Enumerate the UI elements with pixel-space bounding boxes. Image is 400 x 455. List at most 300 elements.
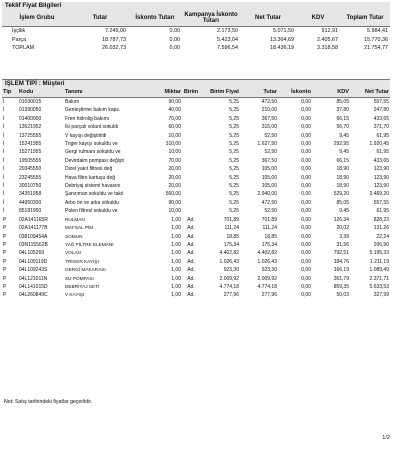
offer-cell: 18.436,19 (270, 45, 294, 52)
operation-row (2, 98, 390, 107)
header-cell: Kodu (18, 88, 64, 98)
operation-cell: 04L109119D (19, 258, 48, 265)
operation-row (2, 283, 390, 291)
operation-cell: 0,00 (301, 199, 311, 206)
operation-cell: 371,70 (373, 124, 389, 131)
operation-cell: 10,00 (168, 208, 181, 215)
operation-cell: 1.627,50 (257, 141, 277, 148)
operation-cell: Genleştirme bakım kaps. (65, 107, 121, 114)
operation-cell: 18,85 (264, 233, 277, 240)
operation-cell: İ (3, 191, 5, 198)
operation-cell: P (3, 258, 7, 265)
header-cell: İskonto (278, 88, 312, 98)
operation-cell: 472,50 (261, 199, 277, 206)
operation-cell: 61,95 (376, 208, 389, 215)
offer-cell: 5.423,04 (217, 36, 238, 43)
operation-row (2, 165, 390, 173)
operation-cell: 20,00 (168, 174, 181, 181)
operation-cell: GERGİ MAKARASI (65, 267, 106, 273)
operation-cell: 0,00 (301, 183, 311, 190)
operation-cell: P (3, 216, 7, 223)
operation-cell: 367,50 (261, 157, 277, 164)
operation-cell: 5,25 (229, 157, 239, 164)
operation-cell: 105,00 (261, 174, 277, 181)
operation-cell: Devirdaim pompası değişti (65, 157, 124, 164)
operation-cell: 5,25 (229, 99, 239, 105)
operation-cell: 5,25 (229, 208, 239, 215)
operation-cell: 15271955 (19, 149, 42, 156)
operation-cell: 31,56 (336, 241, 349, 248)
operation-cell: Ad. (187, 216, 195, 223)
operation-cell: 111,24 (262, 225, 277, 232)
operation-cell: 105,00 (261, 166, 277, 173)
operation-cell: SU POMPASI (65, 275, 94, 281)
operation-cell: 0,00 (301, 191, 311, 198)
operation-row (2, 275, 390, 283)
operation-cell: İ (3, 208, 5, 215)
operation-cell: 13621952 (19, 124, 42, 131)
operation-cell: 111,24 (224, 225, 239, 232)
header-cell: Tutar (240, 88, 278, 98)
offer-summary-table (2, 10, 390, 53)
operation-row (2, 115, 390, 123)
operation-cell: 277,96 (261, 292, 277, 299)
operation-cell: 20,00 (168, 166, 181, 173)
operation-cell: 02A141165R (19, 216, 48, 223)
operation-row (2, 190, 390, 198)
operation-cell: 557,55 (373, 199, 389, 206)
operation-cell (182, 148, 200, 156)
offer-cell: 7.596,54 (217, 45, 238, 52)
offer-cell: 15.770,36 (364, 36, 388, 43)
operation-cell: Polen filtresi sokuldu ve (65, 208, 118, 215)
offer-row (2, 36, 390, 45)
operation-cell (182, 207, 200, 215)
operation-row (2, 157, 390, 165)
operation-cell: Hava filtre kartuşu değ (65, 174, 116, 181)
operation-cell: Ad. (187, 241, 195, 248)
operation-cell: Bakım (65, 99, 80, 105)
operation-cell: 923,30 (223, 267, 239, 274)
offer-cell: 7.245,00 (105, 28, 126, 34)
operation-cell: 166,19 (333, 267, 349, 274)
operation-cell: 85,05 (336, 99, 349, 105)
operation-row (2, 216, 390, 224)
operation-cell: 04L260849C (19, 292, 48, 299)
offer-cell: 13.364,69 (270, 36, 294, 43)
operation-cell (182, 174, 200, 182)
operation-cell: Dizel yakıt filtresi değ (65, 166, 113, 173)
operation-cell: P (3, 283, 7, 290)
operation-cell: 5,25 (229, 107, 239, 114)
operation-cell: 123,90 (373, 174, 389, 181)
operation-cell: Fren hidrolig bakımı (65, 115, 110, 122)
operation-cell: 923,30 (261, 267, 277, 274)
operation-cell: 1,00 (171, 267, 181, 274)
header-cell: Net Tutar (240, 10, 296, 27)
operation-cell: 1,00 (171, 216, 181, 223)
offer-cell: 0,00 (169, 45, 180, 52)
offer-row (2, 44, 390, 53)
operation-cell: Debriyaj sistemi havasını (65, 183, 121, 190)
operation-cell: 40,00 (168, 107, 181, 114)
operation-cell: 22,24 (376, 233, 389, 240)
operation-cell (182, 106, 200, 114)
offer-cell: 5.984,41 (367, 28, 388, 34)
operation-cell: 0,00 (301, 166, 311, 173)
offer-cell: İşçilik (12, 28, 26, 34)
header-cell: Tip (2, 88, 18, 98)
header-cell: KDV (312, 88, 350, 98)
operation-cell: TRİGER KAYIŞI (65, 258, 99, 264)
operation-cell: 9,45 (339, 132, 349, 139)
operation-cell: 0,00 (301, 258, 311, 265)
operation-cell: 4.774,18 (257, 283, 277, 290)
operation-cell: 0,00 (301, 233, 311, 240)
operation-cell: 0,00 (301, 141, 311, 148)
operation-cell: Ad. (187, 225, 195, 232)
operation-cell: 61,95 (376, 132, 389, 139)
header-cell: Net Tutar (350, 88, 390, 98)
operation-cell: 1,00 (171, 233, 181, 240)
operation-cell: 1,00 (171, 225, 181, 232)
operation-cell: 56,70 (336, 124, 349, 131)
header-cell: Toplam Tutar (340, 10, 390, 27)
operation-cell: 70,00 (168, 115, 181, 122)
operation-cell: 66,15 (336, 157, 349, 164)
operation-cell: Ad. (187, 250, 195, 257)
operation-cell: P (3, 292, 7, 299)
operation-cell: 9,45 (339, 208, 349, 215)
operation-cell: 367,50 (261, 115, 277, 122)
offer-header-row (2, 10, 390, 27)
header-cell: KDV (296, 10, 340, 27)
operation-cell: 206,90 (373, 241, 389, 248)
operation-cell: 20,02 (336, 225, 349, 232)
operation-cell: 310,00 (165, 141, 181, 148)
operation-cell: İ (3, 132, 5, 139)
operation-cell: 20345550 (19, 166, 42, 173)
page-number: 1/2 (382, 435, 390, 441)
operation-cell: 4.402,82 (257, 250, 277, 257)
operation-cell: P (3, 225, 7, 232)
operation-cell (182, 157, 200, 165)
operation-cell: İ (3, 199, 5, 206)
operation-row (2, 249, 390, 257)
operation-cell: Ad. (187, 292, 195, 299)
operation-cell: 0,00 (301, 283, 311, 290)
operation-cell: 701,89 (261, 216, 277, 223)
header-cell: Tanımı (64, 88, 154, 98)
operation-cell: Triger kayışı sokuldu ve (65, 141, 118, 148)
operation-cell: 2.940,00 (257, 191, 277, 198)
operations-header-row (2, 88, 390, 98)
operation-cell: 5,25 (229, 183, 239, 190)
operation-cell: İki parçalı volant sokuldı (65, 124, 119, 131)
operations-table (2, 88, 390, 300)
operation-row (2, 266, 390, 274)
operation-cell: 01030015 (19, 99, 42, 105)
operation-cell: 0,00 (301, 132, 311, 139)
operation-cell: MAFSAL PİM (65, 225, 94, 231)
operation-cell: Ad. (187, 283, 195, 290)
operation-cell: 0,00 (301, 267, 311, 274)
operation-cell: İ (3, 141, 5, 148)
operation-cell: 1.026,43 (257, 258, 277, 265)
offer-cell: 21.754,77 (364, 45, 388, 52)
operation-row (2, 140, 390, 148)
operation-row (2, 241, 390, 249)
operation-cell: 85,05 (336, 199, 349, 206)
operation-cell: 02A141177B (19, 225, 48, 232)
operation-cell: 5,25 (229, 199, 239, 206)
operation-cell: 247,80 (373, 107, 389, 114)
operation-cell (182, 182, 200, 190)
operation-cell (182, 165, 200, 173)
operation-cell (182, 140, 200, 148)
operation-cell: 277,96 (223, 292, 239, 299)
operation-cell: 2.009,92 (257, 275, 277, 282)
offer-cell: TOPLAM (12, 45, 35, 52)
operation-cell: 70,00 (168, 157, 181, 164)
offer-cell: 0,00 (169, 28, 180, 34)
operation-cell: 038109454A (19, 233, 48, 240)
operation-cell: V kayışı değiştirildi (65, 132, 107, 139)
operation-cell: 1.211,19 (369, 258, 389, 265)
operation-cell: 0,00 (301, 225, 311, 232)
operation-cell: 0,00 (301, 107, 311, 114)
operation-cell: 126,34 (333, 216, 349, 223)
operation-cell: 10,00 (168, 132, 181, 139)
operation-cell: 529,20 (333, 191, 349, 198)
operation-cell: 0,00 (301, 149, 311, 156)
operation-cell: 0,00 (301, 250, 311, 257)
operation-cell: 23245555 (19, 174, 42, 181)
operation-cell: 0,00 (301, 124, 311, 131)
operation-row (2, 148, 390, 156)
operation-cell: 85181950 (19, 208, 42, 215)
operation-cell: Ad. (187, 258, 195, 265)
operation-cell: 433,65 (373, 157, 389, 164)
operation-cell: 4.774,18 (219, 283, 239, 290)
pricing-note: Not: Satış tarihindeki fiyatlar geçerlidir. (4, 399, 93, 405)
operation-cell: 292,95 (333, 141, 349, 148)
operation-cell: 0,00 (301, 241, 311, 248)
operation-cell: 0,00 (301, 275, 311, 282)
operation-cell: 04L121011N (19, 275, 48, 282)
operation-cell: 13725555 (19, 132, 42, 139)
header-cell: Birim (182, 88, 200, 98)
operation-cell: 1,00 (171, 292, 181, 299)
header-cell: Birim Fiyat (200, 88, 240, 98)
operation-cell: 5,25 (229, 124, 239, 131)
offer-cell: 3.318,58 (317, 45, 338, 52)
operation-cell: Arbo ön ve arka sökuldu (65, 199, 119, 206)
operation-cell: İ (3, 157, 5, 164)
operation-cell: 175,34 (223, 241, 239, 248)
operation-cell: 1,00 (171, 250, 181, 257)
operation-cell (182, 115, 200, 123)
operation-cell: 327,99 (373, 292, 389, 299)
operation-cell: P (3, 275, 7, 282)
operation-cell: Ad. (187, 267, 195, 274)
operation-cell: 5,25 (229, 191, 239, 198)
operation-cell: Ad. (187, 275, 195, 282)
operation-cell: 433,65 (373, 115, 389, 122)
operation-cell: İ (3, 149, 5, 156)
operation-cell: 01390050 (19, 107, 42, 114)
operation-row (2, 291, 390, 299)
operation-cell: 5,25 (229, 141, 239, 148)
operation-cell: 20,00 (168, 183, 181, 190)
operation-cell (182, 98, 200, 107)
operation-cell: 3.469,20 (369, 191, 389, 198)
operation-cell: 1,00 (171, 275, 181, 282)
operation-cell: 131,26 (373, 225, 389, 232)
offer-cell: 2.173,50 (217, 28, 238, 34)
operation-cell: 560,00 (165, 191, 181, 198)
operation-cell: 04L109243S (19, 267, 48, 274)
operation-cell: YAĞ FİLTRE ELEMANI (65, 241, 114, 247)
offer-section-title: Teklif Fiyat Bilgileri (2, 2, 390, 10)
operation-cell: İ (3, 115, 5, 122)
operation-cell: 1,00 (171, 241, 181, 248)
operation-cell: 792,51 (333, 250, 349, 257)
operation-cell: 04L105269 (19, 250, 45, 257)
operation-row (2, 174, 390, 182)
operation-cell: 123,90 (373, 166, 389, 173)
operation-cell: 315,00 (261, 124, 277, 131)
operation-cell: 34351958 (19, 191, 42, 198)
operation-cell: İ (3, 183, 5, 190)
operation-cell (182, 132, 200, 140)
operation-cell: 5.195,33 (369, 250, 389, 257)
operations-section-title: İŞLEM TİPİ : Müşteri (2, 79, 390, 88)
operation-cell: 701,89 (223, 216, 239, 223)
operation-cell: VOLAN (65, 250, 81, 256)
operation-cell: 472,50 (261, 99, 277, 105)
operation-cell: 123,90 (373, 183, 389, 190)
operation-cell: İ (3, 99, 5, 105)
operation-cell: 210,00 (261, 107, 277, 114)
operation-cell: İ (3, 174, 5, 181)
operation-cell: 19505555 (19, 157, 42, 164)
operation-cell: 03N115562B (19, 241, 48, 248)
operation-cell: 1,00 (171, 258, 181, 265)
operation-cell: 557,55 (373, 99, 389, 105)
operations-section (2, 79, 390, 300)
operation-cell: 66,15 (336, 115, 349, 122)
operation-cell: 175,34 (261, 241, 277, 248)
operation-cell: 5,25 (229, 174, 239, 181)
operation-cell: 0,00 (301, 292, 311, 299)
operation-cell (182, 190, 200, 198)
operation-cell: 18,90 (336, 183, 349, 190)
operation-cell: 4.402,82 (219, 250, 239, 257)
operation-cell: 44950300 (19, 199, 42, 206)
operation-cell: 3,39 (339, 233, 349, 240)
operation-cell: 184,76 (333, 258, 349, 265)
operation-cell: RULMAN (65, 216, 85, 222)
operation-cell: 1,00 (171, 283, 181, 290)
operation-cell: 5,25 (229, 115, 239, 122)
operation-cell: 1.920,45 (369, 141, 389, 148)
operation-cell: 04L141015D (19, 283, 48, 290)
operation-cell (182, 199, 200, 207)
operation-cell: P (3, 241, 7, 248)
operation-cell: 0,00 (301, 99, 311, 105)
operation-cell: 828,23 (373, 216, 389, 223)
operation-cell: P (3, 267, 7, 274)
operation-row (2, 258, 390, 266)
operation-cell: 1.089,49 (369, 267, 389, 274)
header-cell: Miktar (154, 88, 182, 98)
offer-row (2, 27, 390, 36)
operation-cell: 01400000 (19, 115, 42, 122)
operation-cell: 361,79 (333, 275, 349, 282)
operation-row (2, 132, 390, 140)
operation-cell: V KAYIŞI (65, 292, 85, 298)
operation-row (2, 182, 390, 190)
header-cell: Tutar (72, 10, 128, 27)
operation-cell: 9,45 (339, 149, 349, 156)
operation-row (2, 106, 390, 114)
operation-cell: 90,00 (168, 199, 181, 206)
operation-cell: 0,00 (301, 115, 311, 122)
operation-cell: 2.009,92 (219, 275, 239, 282)
operation-cell: 0,00 (301, 208, 311, 215)
offer-cell: 26.032,73 (102, 45, 126, 52)
operation-cell: 61,95 (376, 149, 389, 156)
operation-cell: 52,50 (264, 132, 277, 139)
operation-cell: SOMUN (65, 233, 83, 239)
offer-cell: 2.405,67 (317, 36, 338, 43)
operation-row (2, 199, 390, 207)
operation-cell: Gergi rulmanı sokuldu ve (65, 149, 121, 156)
header-cell: Kampanya İskonto Tutarı (182, 10, 240, 27)
operation-cell: 0,00 (301, 174, 311, 181)
operation-cell: 15241955 (19, 141, 42, 148)
operation-cell: 0,00 (301, 216, 311, 223)
offer-cell: 5.071,50 (273, 28, 294, 34)
operation-row (2, 207, 390, 215)
operation-cell: 60,00 (168, 124, 181, 131)
operation-row (2, 123, 390, 131)
operation-cell: P (3, 233, 7, 240)
operation-cell: DEBRİYAJ SETİ (65, 283, 100, 289)
operation-cell: 859,35 (333, 283, 349, 290)
operation-row (2, 233, 390, 241)
operation-cell: 50,03 (336, 292, 349, 299)
operation-cell: 52,50 (264, 149, 277, 156)
operation-cell: 5.633,53 (369, 283, 389, 290)
operation-cell: 30010750 (19, 183, 42, 190)
operation-cell: 105,00 (261, 183, 277, 190)
operation-row (2, 224, 390, 232)
operation-cell: P (3, 250, 7, 257)
operation-cell: 2.371,71 (369, 275, 389, 282)
operation-cell: 0,00 (301, 157, 311, 164)
operation-cell: İ (3, 124, 5, 131)
offer-cell: 18.787,73 (102, 36, 126, 43)
operation-cell: İ (3, 107, 5, 114)
operation-cell: Ad. (187, 233, 195, 240)
operation-cell: 18,90 (336, 166, 349, 173)
operation-cell: 37,80 (336, 107, 349, 114)
operation-cell: İ (3, 166, 5, 173)
header-cell: İskonto Tutarı (128, 10, 182, 27)
operation-cell: Şanzıman sokuldu ve takıl (65, 191, 124, 198)
